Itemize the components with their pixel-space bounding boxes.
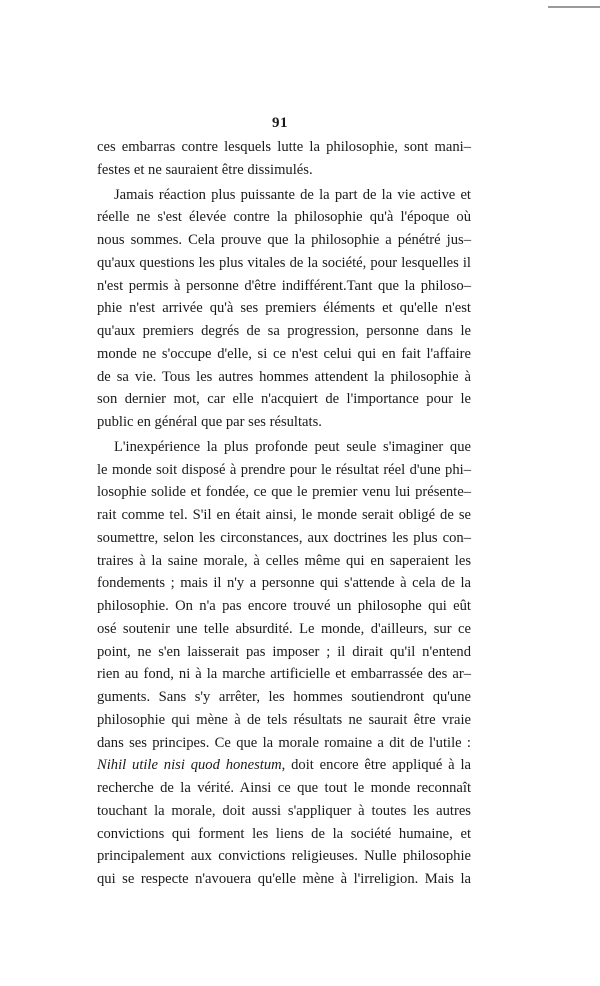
text-line-with-italic xyxy=(97,754,471,777)
text-line: rien au fond, ni à la marche artificielle et embarrassée des ar– xyxy=(97,666,471,683)
text-line: fondements ; mais il n'y a personne qui s'attende à cela de la xyxy=(97,575,471,592)
paragraph-1 xyxy=(97,136,471,182)
text-line: le monde soit disposé à prendre pour le résultat réel d'une phi– xyxy=(97,461,471,478)
page-number: 91 xyxy=(272,115,288,131)
text-line: touchant la morale, doit aussi s'appliquer à toutes les autres xyxy=(97,802,471,819)
text-line: soumettre, selon les circonstances, aux doctrines les plus con– xyxy=(97,529,471,546)
text-line: traires à la saine morale, à celles même qui en saperaient les xyxy=(97,552,471,569)
text-line: ces embarras contre lesquels lutte la philosophie, sont mani– xyxy=(97,139,471,155)
corner-rule xyxy=(548,6,600,8)
text-line: de sa vie. Tous les autres hommes attendent la philosophie à xyxy=(97,368,471,385)
text-line: convictions qui forment les liens de la société humaine, et xyxy=(97,825,471,842)
text-line: festes et ne sauraient être dissimulés. xyxy=(97,161,313,178)
text-line: principalement aux convictions religieuses. Nulle philosophie xyxy=(97,848,471,865)
text-line: public en général que par ses résultats. xyxy=(97,414,322,430)
body-text xyxy=(97,136,471,893)
text-line: réelle ne s'est élevée contre la philosophie qu'à l'époque où xyxy=(97,209,471,226)
text-line: monde ne s'occupe d'elle, si ce n'est celui qui en fait l'affaire xyxy=(97,345,471,362)
text-line: qui se respecte n'avouera qu'elle mène à l'irreligion. Mais la xyxy=(97,871,471,887)
paragraph-2 xyxy=(97,184,471,434)
text-line: osé soutenir une telle absurdité. Le monde, d'ailleurs, sur ce xyxy=(97,620,471,637)
text-line: recherche de la vérité. Ainsi ce que tout le monde reconnaît xyxy=(97,780,471,796)
text-line: guments. Sans s'y arrêter, les hommes soutiendront qu'une xyxy=(97,689,471,705)
paragraph-3 xyxy=(97,436,471,891)
text-line: n'est permis à personne d'être indifférent.Tant que la philoso– xyxy=(97,277,471,294)
text-line: phie n'est arrivée qu'à ses premiers éléments et qu'elle n'est xyxy=(97,300,471,317)
text-line: losophie solide et fondée, ce que le premier venu lui présente– xyxy=(97,484,471,501)
text-line: nous sommes. Cela prouve que la philosophie a pénétré jus– xyxy=(97,232,471,248)
text-line: Jamais réaction plus puissante de la part de la vie active et xyxy=(114,186,471,203)
text-line: L'inexpérience la plus profonde peut seule s'imaginer que xyxy=(114,438,471,455)
latin-quote: Nihil utile nisi quod honestum xyxy=(97,757,282,774)
text-line: qu'aux questions les plus vitales de la société, pour lesquelles il xyxy=(97,254,471,271)
text-line: rait comme tel. S'il en était ainsi, le monde serait obligé de se xyxy=(97,507,471,523)
text-line: philosophie. On n'a pas encore trouvé un philosophe qui eût xyxy=(97,598,471,614)
text-line: philosophie qui mène à de tels résultats ne saurait être vraie xyxy=(97,711,471,728)
text-line: point, ne s'en laisserait pas imposer ; il dirait qu'il n'entend xyxy=(97,643,471,660)
text-line: dans ses principes. Ce que la morale romaine a dit de l'utile : xyxy=(97,734,471,751)
text-line: qu'aux premiers degrés de sa progression, personne dans le xyxy=(97,323,471,339)
text-fragment: , doit encore être appliqué à la xyxy=(281,757,471,774)
text-line: son dernier mot, car elle n'acquiert de l'importance pour le xyxy=(97,391,471,408)
